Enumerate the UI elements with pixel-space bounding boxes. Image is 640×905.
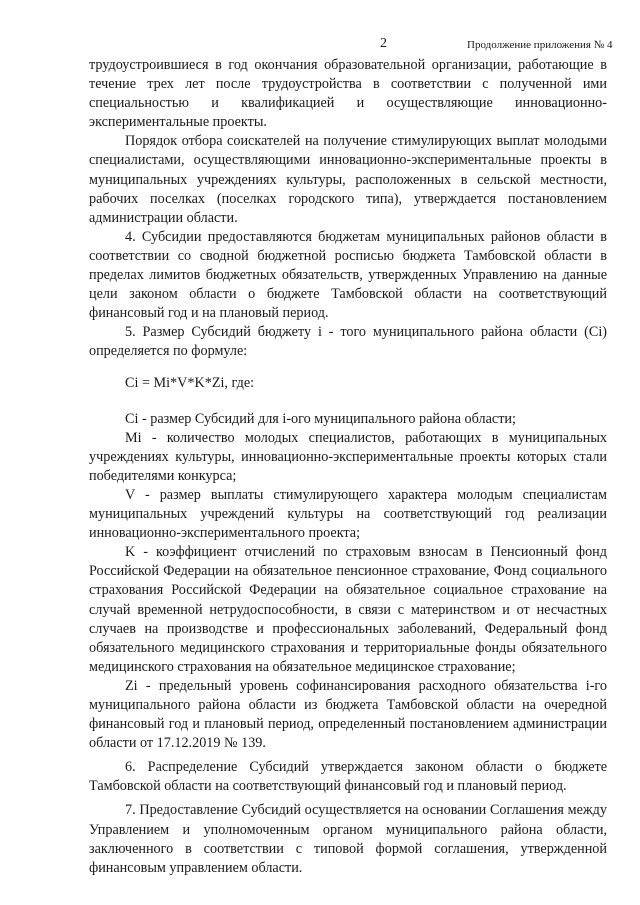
document-body (89, 56, 607, 878)
subsidy-formula: Ci = Mi*V*K*Zi, где: (125, 374, 255, 391)
definition-v: V - размер выплаты стимулирующего характера молодым специалистам муниципальных учреждений культуры на соответствующий год реализации инновационно-экспериментального проекта; (89, 486, 607, 542)
page-number: 2 (380, 36, 387, 51)
appendix-continuation-note: Продолжение приложения № 4 (467, 39, 613, 51)
paragraph-selection-procedure: Порядок отбора соискателей на получение стимулирующих выплат молодыми специалистами, осуществляющими инновационно-экспериментальные проекты в муниципальных учреждениях культуры, расположенных в сельской местности, рабочих поселках (поселках городского типа), утверждается постановлением администрации области. (89, 133, 607, 226)
definition-ci: Ci - размер Субсидий для i-ого муниципального района области; (125, 410, 516, 427)
definition-mi: Mi - количество молодых специалистов, работающих в муниципальных учреждениях культуры, инновационно-экспериментальные проекты которых стали победителями конкурса; (89, 429, 607, 484)
paragraph-item-7: 7. Предоставление Субсидий осуществляется на основании Соглашения между Управлением и уполномоченным органом муниципального района области, заключенного в соответствии с типовой формой соглашения, утвержденной финансовым управлением области. (89, 802, 607, 876)
definition-k: K - коэффициент отчислений по страховым взносам в Пенсионный фонд Российской Федерации на обязательное пенсионное страхование, Фонд социального страхования Российской Федерации на обязательное социальное страхование на случай временной нетрудоспособности, в связи с материнством и от несчастных случаев на производстве и профессиональных заболеваний, Федеральный фонд обязательного медицинского страхования и территориальные фонды обязательного медицинского страхования на обязательное медицинское страхование; (89, 544, 607, 675)
definition-zi: Zi - предельный уровень софинансирования расходного обязательства i-го муниципального района области из бюджета Тамбовской области на очередной финансовый год и плановый период, определенный постановлением администрации области от 17.12.2019 № 139. (89, 677, 607, 752)
paragraph-item-5: 5. Размер Субсидий бюджету i - того муниципального района области (Ci) определяется по формуле: (89, 324, 607, 360)
paragraph-item-4: 4. Субсидии предоставляются бюджетам муниципальных районов области в соответствии со сводной бюджетной росписью бюджета Тамбовской области в пределах лимитов бюджетных обязательств, утвержденных Управлению на данные цели законом области о бюджете Тамбовской области на соответствующий финансовый год и на плановый период. (89, 228, 607, 322)
paragraph-recipients-continued: трудоустроившиеся в год окончания образовательной организации, работающие в течение трех лет после трудоустройства в соответствии с полученной ими специальностью и квалификацией и осуществляющие инновационно-экспериментальные проекты. (89, 57, 607, 131)
page-header (0, 36, 640, 56)
paragraph-item-6: 6. Распределение Субсидий утверждается законом области о бюджете Тамбовской области на соответствующий финансовый год и плановый период. (89, 759, 607, 795)
